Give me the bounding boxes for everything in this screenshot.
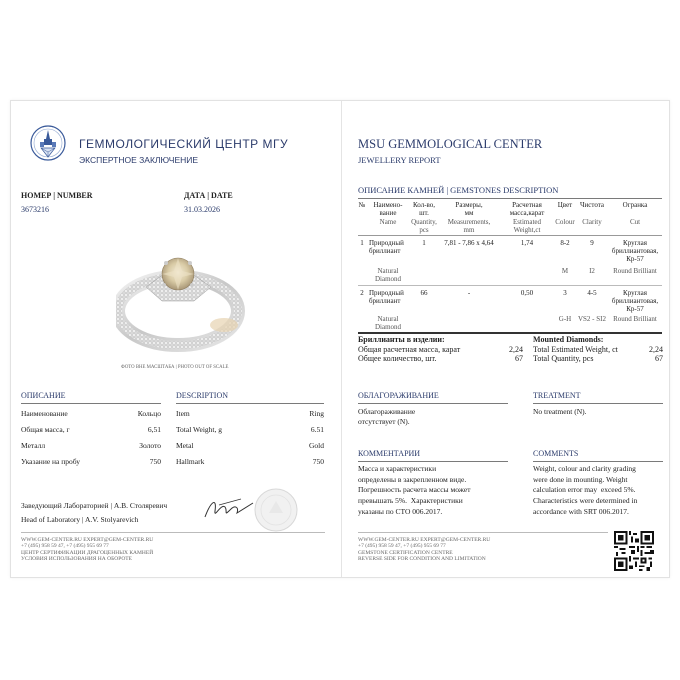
stone-2-color-en: G-H — [558, 315, 572, 323]
right-org-title: MSU GEMMOLOGICAL CENTER — [358, 137, 543, 151]
left-footer-web: WWW.GEM-CENTER.RU EXPERT@GEM-CENTER.RU — [21, 537, 154, 543]
col-header-qty: Кол-во, шт. — [412, 201, 436, 218]
comments-ru-text: Масса и характеристики определены в закрепленном виде. Погрешность расчета массы может превышать 5%. Характеристики указаны по СТО 006.2017. — [358, 464, 471, 516]
desc-ru-value: 750 — [149, 457, 161, 466]
mounted-ru-qty-label: Общее количество, шт. — [358, 354, 437, 363]
desc-en-value: Ring — [309, 409, 324, 418]
right-footer-terms: REVERSE SIDE FOR CONDITION AND LIMITATION — [358, 555, 486, 562]
desc-ru-value: Кольцо — [137, 409, 161, 418]
head-lab-ru-name: А.В. Столяревич — [113, 501, 168, 510]
desc-ru-label: Общая масса, г — [21, 425, 70, 434]
comments-ru-rule — [358, 461, 508, 462]
treatment-en-text: No treatment (N). — [533, 407, 587, 416]
mounted-ru-header: Бриллианты в изделии: — [358, 335, 445, 344]
stone-2-meas: - — [467, 289, 471, 297]
stone-1-name-en: Natural Diamond — [374, 267, 402, 284]
treatment-en-header: TREATMENT — [533, 391, 581, 400]
desc-ru-label: Наименование — [21, 409, 68, 418]
head-lab-en-name: A.V. Stolyarevich — [84, 515, 139, 524]
left-footer — [21, 537, 153, 562]
comments-ru-header: КОММЕНТАРИИ — [358, 449, 421, 458]
col-header-clarity: Чистота — [579, 201, 605, 209]
ring-photo — [116, 241, 256, 357]
col-header-name — [366, 201, 410, 217]
stone-1-cut-en: Round Brilliant — [613, 267, 657, 275]
mounted-ru-weight-label: Общая расчетная масса, карат — [358, 345, 461, 354]
mounted-en-header: Mounted Diamonds: — [533, 335, 604, 344]
head-lab-ru: Заведующий Лабораторией | А.В. Столяревич — [21, 501, 168, 510]
head-lab-ru-label: Заведующий Лабораторией — [21, 501, 109, 510]
desc-ru-header: ОПИСАНИЕ — [21, 391, 66, 400]
stone-2-weight: 0,50 — [520, 289, 534, 297]
col-header-color: Цвет — [557, 201, 573, 209]
desc-en-rule — [176, 403, 324, 404]
stone-row-rule — [358, 285, 662, 286]
date-label: ДАТА | DATE — [184, 191, 233, 200]
comments-en-header: COMMENTS — [533, 449, 579, 458]
stone-1-qty: 1 — [422, 239, 426, 247]
col-header-cut: Огранка — [622, 201, 648, 209]
stone-2-clarity-ru: 4-5 — [587, 289, 597, 297]
col-header-num: № — [358, 201, 366, 209]
head-lab-en-label: Head of Laboratory — [21, 515, 81, 524]
desc-en-header: DESCRIPTION — [176, 391, 229, 400]
photo-caption: ФОТО ВНЕ МАСШТАБА | PHOTO OUT OF SCALE — [121, 365, 229, 370]
stone-1-meas: 7,81 - 7,86 x 4,64 — [444, 239, 494, 247]
page-fold — [341, 101, 342, 577]
desc-ru-label: Указание на пробу — [21, 457, 81, 466]
mounted-top-rule — [358, 332, 662, 334]
mounted-en-weight-label: Total Estimated Weight, ct — [533, 345, 618, 354]
col-color-en: Colour — [555, 218, 575, 226]
desc-en-value: 750 — [312, 457, 324, 466]
table-header-rule — [358, 235, 662, 236]
col-meas-en: Measurements, mm — [447, 218, 491, 235]
left-footer-phone: +7 (495) 958 59 47, +7 (495) 955 69 77 — [21, 543, 109, 550]
left-footer-center: ЦЕНТР СЕРТИФИКАЦИИ ДРАГОЦЕННЫХ КАМНЕЙ — [21, 549, 154, 556]
left-footer-terms: УСЛОВИЯ ИСПОЛЬЗОВАНИЯ НА ОБОРОТЕ — [21, 555, 133, 562]
gemstones-rule — [358, 198, 662, 199]
mounted-en-weight: 2,24 — [649, 345, 663, 354]
stone-1-weight: 1,74 — [520, 239, 534, 247]
hologram-seal-icon — [253, 487, 299, 533]
msu-logo-icon — [29, 123, 67, 163]
treatment-ru-text: Облагораживание отсутствует (N). — [358, 407, 416, 426]
stone-1-clarity-ru: 9 — [590, 239, 594, 247]
right-doc-subtitle: JEWELLERY REPORT — [358, 155, 441, 165]
certificate-sheet — [10, 100, 670, 578]
stone-2-clarity-en: VS2 - SI2 — [577, 315, 606, 323]
left-org-title: ГЕММОЛОГИЧЕСКИЙ ЦЕНТР МГУ — [79, 137, 289, 151]
stone-1-num: 1 — [360, 239, 364, 247]
desc-en-value: 6.51 — [310, 425, 324, 434]
stone-2-num: 2 — [360, 289, 364, 297]
date-value: 31.03.2026 — [184, 205, 220, 214]
stone-1-cut-ru: Круглая бриллиантовая, Кр-57 — [611, 239, 659, 264]
mounted-en-qty: 67 — [655, 354, 663, 363]
stone-2-color-ru: 3 — [563, 289, 567, 297]
desc-ru-value: Золото — [139, 441, 161, 450]
stone-2-cut-en: Round Brilliant — [613, 315, 657, 323]
comments-en-rule — [533, 461, 663, 462]
mounted-ru-weight: 2,24 — [509, 345, 523, 354]
stone-1-color-en: M — [561, 267, 569, 275]
stone-2-qty: 66 — [420, 289, 428, 297]
comments-en-text: Weight, colour and clarity grading were done in mounting. Weight calculation error may exceed 5%. Characteristics were determined in accordance with SRT 006.2017. — [533, 464, 638, 516]
mounted-en-qty-label: Total Quantity, pcs — [533, 354, 594, 363]
desc-en-label: Hallmark — [176, 457, 205, 466]
treatment-ru-header: ОБЛАГОРАЖИВАНИЕ — [358, 391, 439, 400]
desc-en-label: Total Weight, g — [176, 425, 223, 434]
stone-1-clarity-en: I2 — [589, 267, 595, 275]
stone-2-name-ru: Природный бриллиант — [369, 289, 404, 306]
col-header-meas: Размеры, мм — [455, 201, 483, 218]
signature-icon — [201, 493, 257, 523]
right-footer-rule — [358, 532, 608, 533]
desc-en-label: Metal — [176, 441, 194, 450]
qr-code-icon[interactable] — [614, 531, 654, 571]
treatment-ru-rule — [358, 403, 508, 404]
right-footer-center: GEMSTONE CERTIFICATION CENTRE — [358, 549, 453, 556]
stone-1-name-ru: Природный бриллиант — [369, 239, 404, 256]
treatment-en-rule — [533, 403, 663, 404]
right-footer — [358, 537, 490, 562]
right-footer-phone: +7 (495) 958 59 47, +7 (495) 955 69 77 — [358, 543, 446, 550]
desc-ru-rule — [21, 403, 161, 404]
left-footer-rule — [21, 532, 325, 533]
mounted-ru-qty: 67 — [515, 354, 523, 363]
col-name-ru: Наимено- вание — [373, 201, 403, 218]
col-header-weight: Расчетная масса,карат — [509, 201, 545, 218]
stone-2-cut-ru: Круглая бриллиантовая, Кр-57 — [611, 289, 659, 314]
gemstones-header: ОПИСАНИЕ КАМНЕЙ | GEMSTONES DESCRIPTION — [358, 185, 559, 195]
col-qty-en: Quantity, pcs — [411, 218, 437, 235]
desc-ru-value: 6,51 — [147, 425, 161, 434]
col-name-en: Name — [379, 218, 397, 226]
stone-2-name-en: Natural Diamond — [374, 315, 402, 332]
right-footer-web: WWW.GEM-CENTER.RU EXPERT@GEM-CENTER.RU — [358, 537, 491, 543]
desc-ru-label: Металл — [21, 441, 46, 450]
left-doc-subtitle: ЭКСПЕРТНОЕ ЗАКЛЮЧЕНИЕ — [79, 155, 199, 165]
stone-1-color-ru: 8-2 — [560, 239, 570, 247]
col-clarity-en: Clarity — [582, 218, 602, 226]
col-cut-en: Cut — [629, 218, 641, 226]
col-weight-en: Estimated Weight,ct — [513, 218, 541, 235]
head-lab-en: Head of Laboratory | A.V. Stolyarevich — [21, 515, 139, 524]
number-label: НОМЕР | NUMBER — [21, 191, 93, 200]
desc-en-value: Gold — [309, 441, 324, 450]
number-value: 3673216 — [21, 205, 49, 214]
desc-en-label: Item — [176, 409, 190, 418]
